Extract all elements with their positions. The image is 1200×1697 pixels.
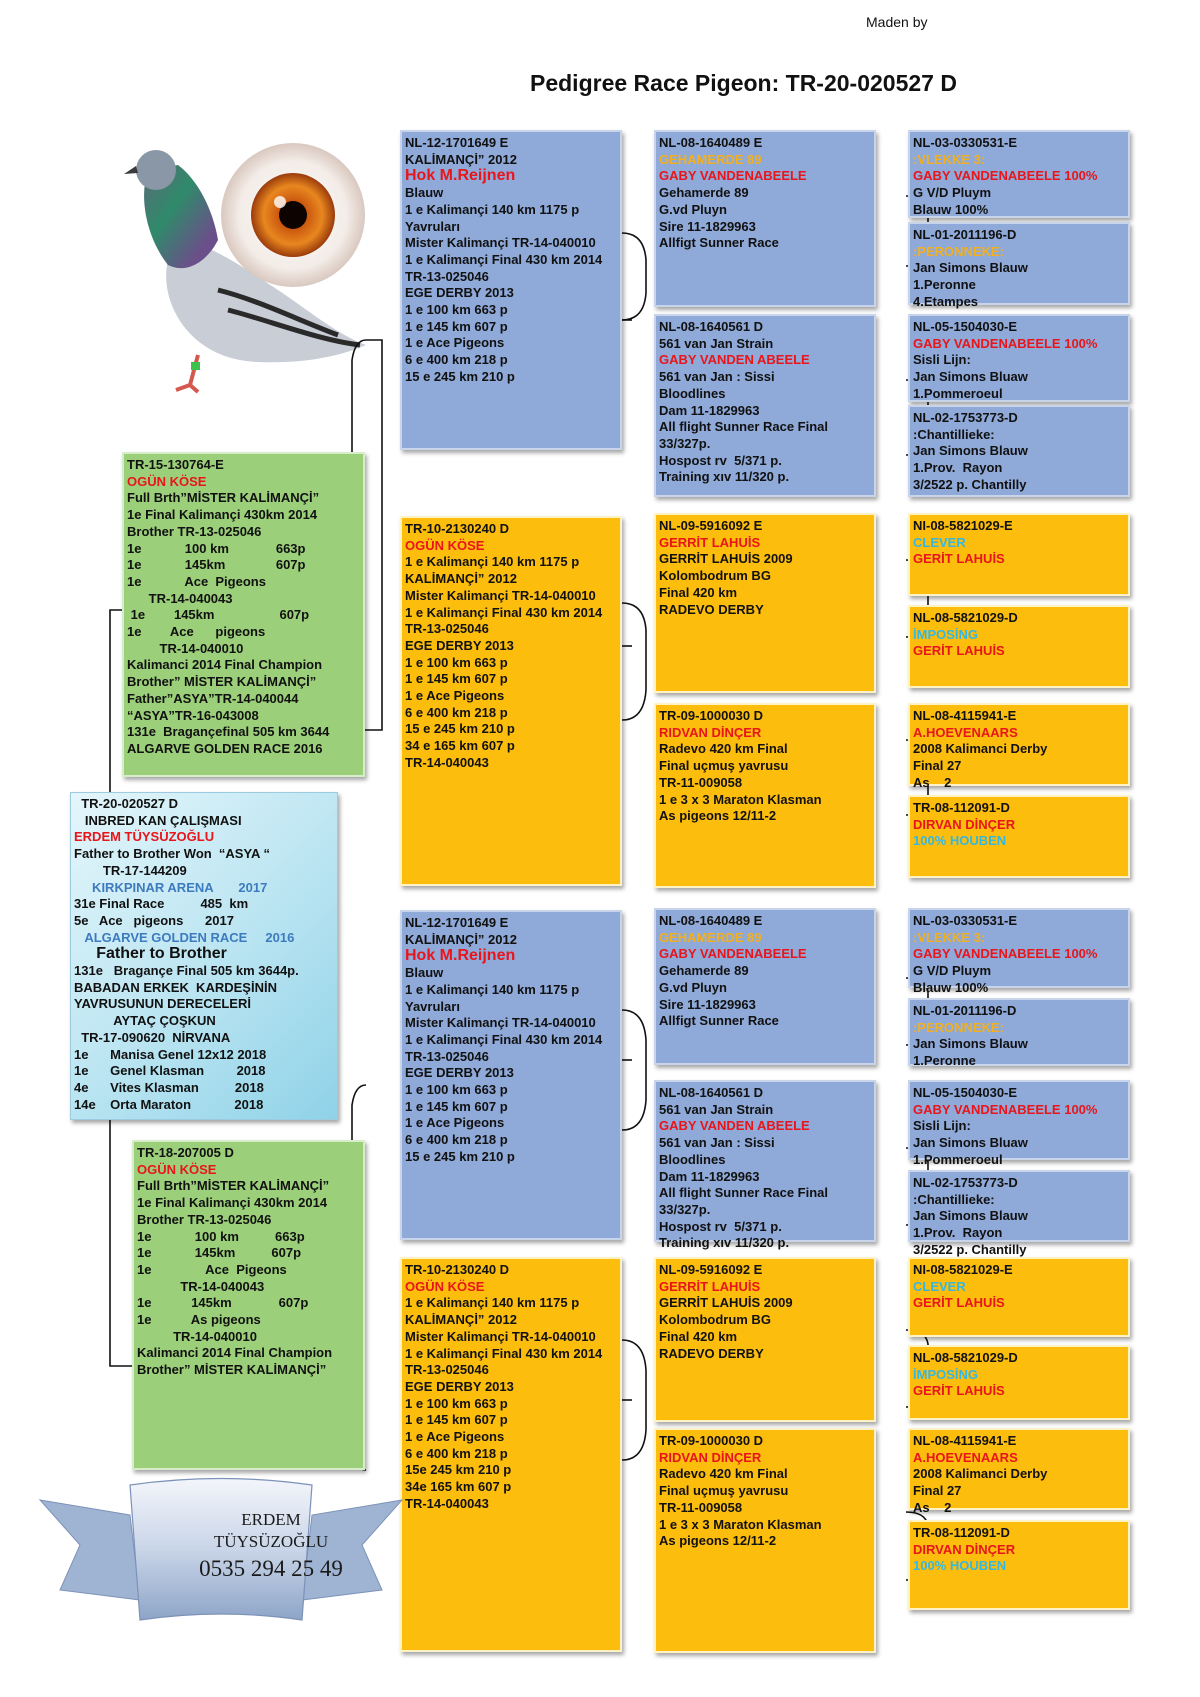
card-line: NL-03-0330531-E <box>913 135 1018 150</box>
card-line: 6 e 400 km 218 p <box>405 352 508 368</box>
card-line: 1e Final Kalimançi 430km 2014 <box>137 1195 328 1211</box>
card-line: GEHAMERDE 89 <box>659 151 762 167</box>
card-line: DIRVAN DİNÇER <box>913 816 1016 832</box>
card-line: Gehamerde 89 <box>659 963 749 979</box>
card-line: TR-20-020527 D <box>74 796 179 811</box>
card-line: Dam 11-1829963 <box>659 402 760 418</box>
ancestor-card <box>908 513 1130 596</box>
card-line: Full Brth”MİSTER KALİMANÇİ” <box>127 490 320 506</box>
card-line: 1 e 145 km 607 p <box>405 318 508 334</box>
card-line: Bloodlines <box>659 385 726 401</box>
card-line: 1.Pommeroeul <box>913 1151 1003 1167</box>
card-line: 1 e 100 km 663 p <box>405 1082 508 1098</box>
card-line: Brother TR-13-025046 <box>127 523 262 539</box>
card-line: Final 27 <box>913 1483 962 1499</box>
card-line: Father to Brother <box>74 945 227 963</box>
card-line: GERİT LAHUİS <box>913 551 1005 567</box>
card-line: GABY VANDENABEELE 100% <box>913 946 1098 962</box>
card-line: EGE DERBY 2013 <box>405 1065 514 1081</box>
card-line: 2008 Kalimanci Derby <box>913 741 1048 757</box>
card-line: TR-14-040043 <box>127 590 233 606</box>
card-line: NL-01-2011196-D <box>913 1003 1017 1018</box>
card-line: Jan Simons Blauw <box>913 1036 1028 1052</box>
card-line: Final 420 km <box>659 1328 738 1344</box>
card-line: Blauw <box>405 185 444 201</box>
card-line: GERİT LAHUİS <box>913 643 1005 659</box>
card-line: Kalimanci 2014 Final Champion <box>127 657 323 673</box>
card-line: OGÜN KÖSE <box>405 537 485 553</box>
card-line: 1e Manisa Genel 12x12 2018 <box>74 1046 267 1062</box>
card-line: Allfigt Sunner Race <box>659 235 779 251</box>
card-line: TR-17-144209 <box>74 862 187 878</box>
card-line: 34e 165 km 607 p <box>405 1479 512 1495</box>
card-line: GERİT LAHUİS <box>913 1295 1005 1311</box>
card-line: Father to Brother Won “ASYA “ <box>74 846 270 862</box>
card-line: :PERONNEKE: <box>913 243 1005 259</box>
card-line: GERRİT LAHUİS 2009 <box>659 551 793 567</box>
card-line: 1 e Kalimançi 140 km 1175 p <box>405 554 580 570</box>
card-line: Hospost rv 5/371 p. <box>659 1218 782 1234</box>
card-line: 1 e Ace Pigeons <box>405 688 505 704</box>
card-line: Mister Kalimançi TR-14-040010 <box>405 587 596 603</box>
card-line: İMPOSİNG <box>913 1366 979 1382</box>
card-line: GABY VANDENABEELE 100% <box>913 335 1098 351</box>
card-line: 1.Peronne <box>913 1053 976 1069</box>
card-line: 15 e 245 km 210 p <box>405 368 515 384</box>
subject-card <box>70 792 338 1120</box>
card-line: Training xıv 11/320 p. <box>659 469 790 485</box>
card-line: Brother” MİSTER KALİMANÇİ” <box>137 1362 327 1378</box>
card-line: Brother” MİSTER KALİMANÇİ” <box>127 674 317 690</box>
card-line: 1 e Ace Pigeons <box>405 335 505 351</box>
card-line: 1e Ace Pigeons <box>137 1261 287 1277</box>
ancestor-card <box>908 1080 1130 1167</box>
card-line: TR-08-112091-D <box>913 800 1010 815</box>
card-line: 5e Ace pigeons 2017 <box>74 912 234 928</box>
card-line: NL-08-5821029-D <box>913 1350 1018 1365</box>
card-line: Jan Simons Blauw <box>913 260 1028 276</box>
card-line: TR-14-040043 <box>137 1278 265 1294</box>
card-line: Mister Kalimançi TR-14-040010 <box>405 235 596 251</box>
card-line: Father”ASYA”TR-14-040044 <box>127 690 299 706</box>
card-line: 1 e Ace Pigeons <box>405 1115 505 1131</box>
card-line: TR-11-009058 <box>659 1499 743 1515</box>
grandparent-card <box>400 516 622 886</box>
card-line: 15 e 245 km 210 p <box>405 721 515 737</box>
card-line: OGÜN KÖSE <box>405 1278 485 1294</box>
card-line: G.vd Pluyn <box>659 201 727 217</box>
card-line: A.HOEVENAARS <box>913 1449 1018 1465</box>
card-line: OGÜN KÖSE <box>137 1161 217 1177</box>
card-line: NL-12-1701649 E <box>405 915 509 930</box>
card-line: TR-17-090620 NİRVANA <box>74 1029 231 1045</box>
card-line: NL-03-0330531-E <box>913 913 1018 928</box>
card-line: NL-02-1753773-D <box>913 1175 1018 1190</box>
card-line: 1 e 3 x 3 Maraton Klasman <box>659 791 822 807</box>
card-line: 1 e 100 km 663 p <box>405 654 508 670</box>
ancestor-card <box>908 405 1130 497</box>
great-grandparent-card <box>654 1428 876 1653</box>
ancestor-card <box>908 1428 1130 1515</box>
card-line: 4.Etampes <box>913 293 979 309</box>
card-line: 1 e 145 km 607 p <box>405 1098 508 1114</box>
grandparent-card <box>400 1257 622 1652</box>
card-line: Hok M.Reijnen <box>405 167 516 185</box>
card-line: 1 e Ace Pigeons <box>405 1429 505 1445</box>
card-line: 6 e 400 km 218 p <box>405 704 508 720</box>
card-line: 1 e 100 km 663 p <box>405 1395 508 1411</box>
card-line: “ASYA”TR-16-043008 <box>127 707 259 723</box>
card-line: OGÜN KÖSE <box>127 473 207 489</box>
ancestor-card <box>908 130 1130 218</box>
card-line: GEHAMERDE 89 <box>659 929 762 945</box>
grandparent-card <box>400 130 622 450</box>
card-line: GERRİT LAHUİS 2009 <box>659 1295 793 1311</box>
card-line: Final uçmuş yavrusu <box>659 1483 789 1499</box>
card-line: 34 e 165 km 607 p <box>405 738 515 754</box>
card-line: INBRED KAN ÇALIŞMASI <box>74 812 242 828</box>
card-line: 1e As pigeons <box>137 1312 261 1328</box>
card-line: Hok M.Reijnen <box>405 947 516 965</box>
card-line: As pigeons 12/11-2 <box>659 1533 777 1549</box>
card-line: 1 e Kalimançi Final 430 km 2014 <box>405 1031 603 1047</box>
card-line: :VLEKKE 3: <box>913 151 986 167</box>
card-line: 1.Prov. Rayon <box>913 460 1003 476</box>
card-line: GERRİT LAHUİS <box>659 1278 761 1294</box>
card-line: 1 e Kalimançi Final 430 km 2014 <box>405 251 603 267</box>
card-line: Hospost rv 5/371 p. <box>659 452 782 468</box>
card-line: 33/327p. <box>659 1201 711 1217</box>
ancestor-card <box>908 314 1130 402</box>
card-line: NL-05-1504030-E <box>913 319 1018 334</box>
ancestor-card <box>908 222 1130 309</box>
ancestor-card <box>908 1257 1130 1337</box>
card-line: Sire 11-1829963 <box>659 996 756 1012</box>
card-line: TR-14-040010 <box>127 640 244 656</box>
card-line: TR-09-1000030 D <box>659 708 764 723</box>
great-grandparent-card <box>654 130 876 307</box>
card-line: GERRİT LAHUİS <box>659 534 761 550</box>
ancestor-card <box>908 1520 1130 1610</box>
card-line: TR-14-040010 <box>137 1328 257 1344</box>
card-line: 1e 145km 607p <box>127 607 310 623</box>
great-grandparent-card <box>654 703 876 888</box>
card-line: Bloodlines <box>659 1151 726 1167</box>
card-line: Training xıv 11/320 p. <box>659 1235 790 1251</box>
card-line: NL-09-5916092 E <box>659 518 763 533</box>
card-line: 1.Pommeroeul <box>913 385 1003 401</box>
grandparent-card <box>400 910 622 1240</box>
card-line: 1e Ace pigeons <box>127 624 266 640</box>
ancestor-card <box>908 1345 1130 1420</box>
card-line: 2008 Kalimanci Derby <box>913 1466 1048 1482</box>
card-line: ALGARVE GOLDEN RACE 2016 <box>127 740 323 756</box>
card-line: NL-05-1504030-E <box>913 1085 1018 1100</box>
card-line: 14e Orta Maraton 2018 <box>74 1096 264 1112</box>
card-line: GABY VANDENABEELE 100% <box>913 1101 1098 1117</box>
card-line: 1e 145km 607p <box>137 1295 309 1311</box>
card-line: NI-08-5821029-E <box>913 518 1013 533</box>
card-line: TR-11-009058 <box>659 774 743 790</box>
card-line: 1.Peronne <box>913 277 976 293</box>
card-line: GABY VANDENABEELE 100% <box>913 168 1098 184</box>
logo-phone: 0535 294 25 49 <box>199 1556 343 1581</box>
card-line: NL-08-5821029-D <box>913 610 1018 625</box>
card-line: NL-08-4115941-E <box>913 1433 1017 1448</box>
card-line: :VLEKKE 3: <box>913 929 986 945</box>
card-line: As pigeons 12/11-2 <box>659 808 777 824</box>
card-line: NL-02-1753773-D <box>913 410 1018 425</box>
card-line: 1e 100 km 663p <box>137 1228 305 1244</box>
card-line: CLEVER <box>913 534 966 550</box>
card-line: Kalimanci 2014 Final Champion <box>137 1345 333 1361</box>
card-line: 1e 145km 607p <box>137 1245 302 1261</box>
card-line: GABY VANDENABEELE <box>659 168 807 184</box>
great-grandparent-card <box>654 314 876 497</box>
card-line: 1 e Kalimançi 140 km 1175 p <box>405 1295 580 1311</box>
card-line: NL-09-5916092 E <box>659 1262 763 1277</box>
card-line: TR-13-025046 <box>405 268 489 284</box>
card-line: Allfigt Sunner Race <box>659 1013 779 1029</box>
sire-card <box>122 452 365 777</box>
card-line: KALİMANÇİ” 2012 <box>405 931 517 947</box>
card-line: Jan Simons Blauw <box>913 443 1028 459</box>
card-line: All flight Sunner Race Final <box>659 1185 829 1201</box>
card-line: RADEVO DERBY <box>659 601 764 617</box>
card-line: 1e 100 km 663p <box>127 540 306 556</box>
card-line: 561 van Jan Strain <box>659 335 774 351</box>
ancestor-card <box>908 703 1130 790</box>
card-line: Final 420 km <box>659 584 738 600</box>
card-line: As 2 <box>913 1499 952 1515</box>
card-line: G V/D Pluym <box>913 963 992 979</box>
card-line: Radevo 420 km Final <box>659 741 788 757</box>
card-line: Final 27 <box>913 758 962 774</box>
card-line: Jan Simons Blauw <box>913 1208 1028 1224</box>
card-line: G V/D Pluym <box>913 185 992 201</box>
card-line: DIRVAN DİNÇER <box>913 1541 1016 1557</box>
card-line: 1 e Kalimançi Final 430 km 2014 <box>405 1345 603 1361</box>
card-line: 561 van Jan : Sissi <box>659 369 775 385</box>
card-line: Mister Kalimançi TR-14-040010 <box>405 1328 596 1344</box>
ancestor-card <box>908 1170 1130 1257</box>
card-line: TR-10-2130240 D <box>405 521 510 536</box>
card-line: Sire 11-1829963 <box>659 218 756 234</box>
ancestor-card <box>908 795 1130 878</box>
card-line: 561 van Jan Strain <box>659 1101 774 1117</box>
ancestor-card <box>908 998 1130 1069</box>
card-line: 31e Final Race 485 km <box>74 896 249 912</box>
dam-card <box>132 1140 365 1470</box>
card-line: Kolombodrum BG <box>659 1312 771 1328</box>
card-line: Yavruları <box>405 218 460 234</box>
card-line: TR-14-040043 <box>405 1495 489 1511</box>
card-line: TR-14-040043 <box>405 754 489 770</box>
card-line: KALİMANÇİ” 2012 <box>405 1312 517 1328</box>
card-line: GABY VANDEN ABEELE <box>659 1118 810 1134</box>
card-line: 1 e 100 km 663 p <box>405 302 508 318</box>
card-line: YAVRUSUNUN DERECELERİ <box>74 996 251 1012</box>
card-line: TR-15-130764-E <box>127 457 224 472</box>
card-line: KALİMANÇİ” 2012 <box>405 151 517 167</box>
card-line: İMPOSİNG <box>913 626 979 642</box>
card-line: As 2 <box>913 774 952 790</box>
card-line: GABY VANDENABEELE <box>659 946 807 962</box>
card-line: TR-13-025046 <box>405 1362 489 1378</box>
card-line: ERDEM TÜYSÜZOĞLU <box>74 829 215 845</box>
card-line: 1e 145km 607p <box>127 557 306 573</box>
card-line: A.HOEVENAARS <box>913 724 1018 740</box>
card-line: Gehamerde 89 <box>659 185 749 201</box>
card-line: 3/2522 p. Chantilly <box>913 1241 1027 1257</box>
card-line: 15e 245 km 210 p <box>405 1462 512 1478</box>
card-line: :Chantillieke: <box>913 426 995 442</box>
card-line: Jan Simons Bluaw <box>913 369 1028 385</box>
card-line: 6 e 400 km 218 p <box>405 1132 508 1148</box>
card-line: Sisli Lijn: <box>913 352 971 368</box>
card-line: EGE DERBY 2013 <box>405 1378 514 1394</box>
great-grandparent-card <box>654 513 876 693</box>
card-line: CLEVER <box>913 1278 966 1294</box>
card-line: ALGARVE GOLDEN RACE 2016 <box>74 929 295 945</box>
card-line: NL-08-1640489 E <box>659 913 763 928</box>
card-line: NL-12-1701649 E <box>405 135 509 150</box>
card-line: GABY VANDEN ABEELE <box>659 352 810 368</box>
card-line: TR-13-025046 <box>405 1048 489 1064</box>
card-line: Final uçmuş yavrusu <box>659 758 789 774</box>
card-line: TR-18-207005 D <box>137 1145 234 1160</box>
card-line: Yavruları <box>405 998 460 1014</box>
card-line: :Chantillieke: <box>913 1191 995 1207</box>
ancestor-card <box>908 605 1130 688</box>
card-line: KALİMANÇİ” 2012 <box>405 571 517 587</box>
card-line: Brother TR-13-025046 <box>137 1211 272 1227</box>
great-grandparent-card <box>654 1080 876 1251</box>
card-line: Sisli Lijn: <box>913 1118 971 1134</box>
card-line: 6 e 400 km 218 p <box>405 1445 508 1461</box>
card-line: 1 e 145 km 607 p <box>405 1412 508 1428</box>
card-line: :PERONNEKE: <box>913 1019 1005 1035</box>
card-line: 1 e 3 x 3 Maraton Klasman <box>659 1516 822 1532</box>
card-line: 1e Final Kalimançi 430km 2014 <box>127 507 318 523</box>
logo-name-line2: TÜYSÜZOĞLU <box>213 1532 329 1551</box>
page-title: Pedigree Race Pigeon: TR-20-020527 D <box>530 70 957 96</box>
card-line: G.vd Pluyn <box>659 979 727 995</box>
card-line: Radevo 420 km Final <box>659 1466 788 1482</box>
card-line: 1 e Kalimançi Final 430 km 2014 <box>405 604 603 620</box>
card-line: TR-08-112091-D <box>913 1525 1010 1540</box>
ancestor-card <box>908 908 1130 995</box>
card-line: 33/327p. <box>659 435 711 451</box>
card-line: 100% HOUBEN <box>913 833 1007 849</box>
card-line: TR-13-025046 <box>405 621 489 637</box>
card-line: 15 e 245 km 210 p <box>405 1148 515 1164</box>
card-line: Mister Kalimançi TR-14-040010 <box>405 1015 596 1031</box>
card-line: Jan Simons Bluaw <box>913 1135 1028 1151</box>
breeder-ribbon-logo <box>40 1480 402 1630</box>
maden-by-label: Maden by <box>866 14 928 30</box>
card-line: NL-08-4115941-E <box>913 708 1017 723</box>
card-line: 1 e 145 km 607 p <box>405 671 508 687</box>
card-line: GERİT LAHUİS <box>913 1383 1005 1399</box>
great-grandparent-card <box>654 1257 876 1422</box>
card-line: Dam 11-1829963 <box>659 1168 760 1184</box>
card-line: NL-08-1640489 E <box>659 135 763 150</box>
card-line: RIDVAN DİNÇER <box>659 724 762 740</box>
card-line: 131e Bragançe Final 505 km 3644p. <box>74 963 299 979</box>
card-line: 1.Prov. Rayon <box>913 1225 1003 1241</box>
card-line: NL-08-1640561 D <box>659 1085 764 1100</box>
card-line: 1e Genel Klasman 2018 <box>74 1063 266 1079</box>
card-line: 561 van Jan : Sissi <box>659 1135 775 1151</box>
card-line: 1 e Kalimançi 140 km 1175 p <box>405 981 580 997</box>
card-line: EGE DERBY 2013 <box>405 637 514 653</box>
card-line: Full Brth”MİSTER KALİMANÇİ” <box>137 1178 330 1194</box>
card-line: BABADAN ERKEK KARDEŞİNİN <box>74 979 277 995</box>
card-line: 3/2522 p. Chantilly <box>913 476 1027 492</box>
card-line: 131e Bragançefinal 505 km 3644 <box>127 724 330 740</box>
card-line: 1 e Kalimançi 140 km 1175 p <box>405 201 580 217</box>
card-line: KIRKPINAR ARENA 2017 <box>74 879 268 895</box>
logo-name-line1: ERDEM <box>241 1510 301 1529</box>
card-line: 100% HOUBEN <box>913 1558 1007 1574</box>
card-line: RADEVO DERBY <box>659 1345 764 1361</box>
card-line: TR-09-1000030 D <box>659 1433 764 1448</box>
card-line: RIDVAN DİNÇER <box>659 1449 762 1465</box>
card-line: NL-08-1640561 D <box>659 319 764 334</box>
card-line: AYTAÇ ÇOŞKUN <box>74 1013 216 1029</box>
card-line: NI-08-5821029-E <box>913 1262 1013 1277</box>
card-line: 1e Ace Pigeons <box>127 573 266 589</box>
card-line: Blauw 100% <box>913 201 989 217</box>
card-line: NL-01-2011196-D <box>913 227 1017 242</box>
card-line: All flight Sunner Race Final <box>659 419 829 435</box>
card-line: EGE DERBY 2013 <box>405 285 514 301</box>
card-line: TR-10-2130240 D <box>405 1262 510 1277</box>
card-line: Blauw 100% <box>913 979 989 995</box>
card-line: 4e Vites Klasman 2018 <box>74 1079 264 1095</box>
card-line: Blauw <box>405 965 444 981</box>
card-line: Kolombodrum BG <box>659 568 771 584</box>
great-grandparent-card <box>654 908 876 1065</box>
